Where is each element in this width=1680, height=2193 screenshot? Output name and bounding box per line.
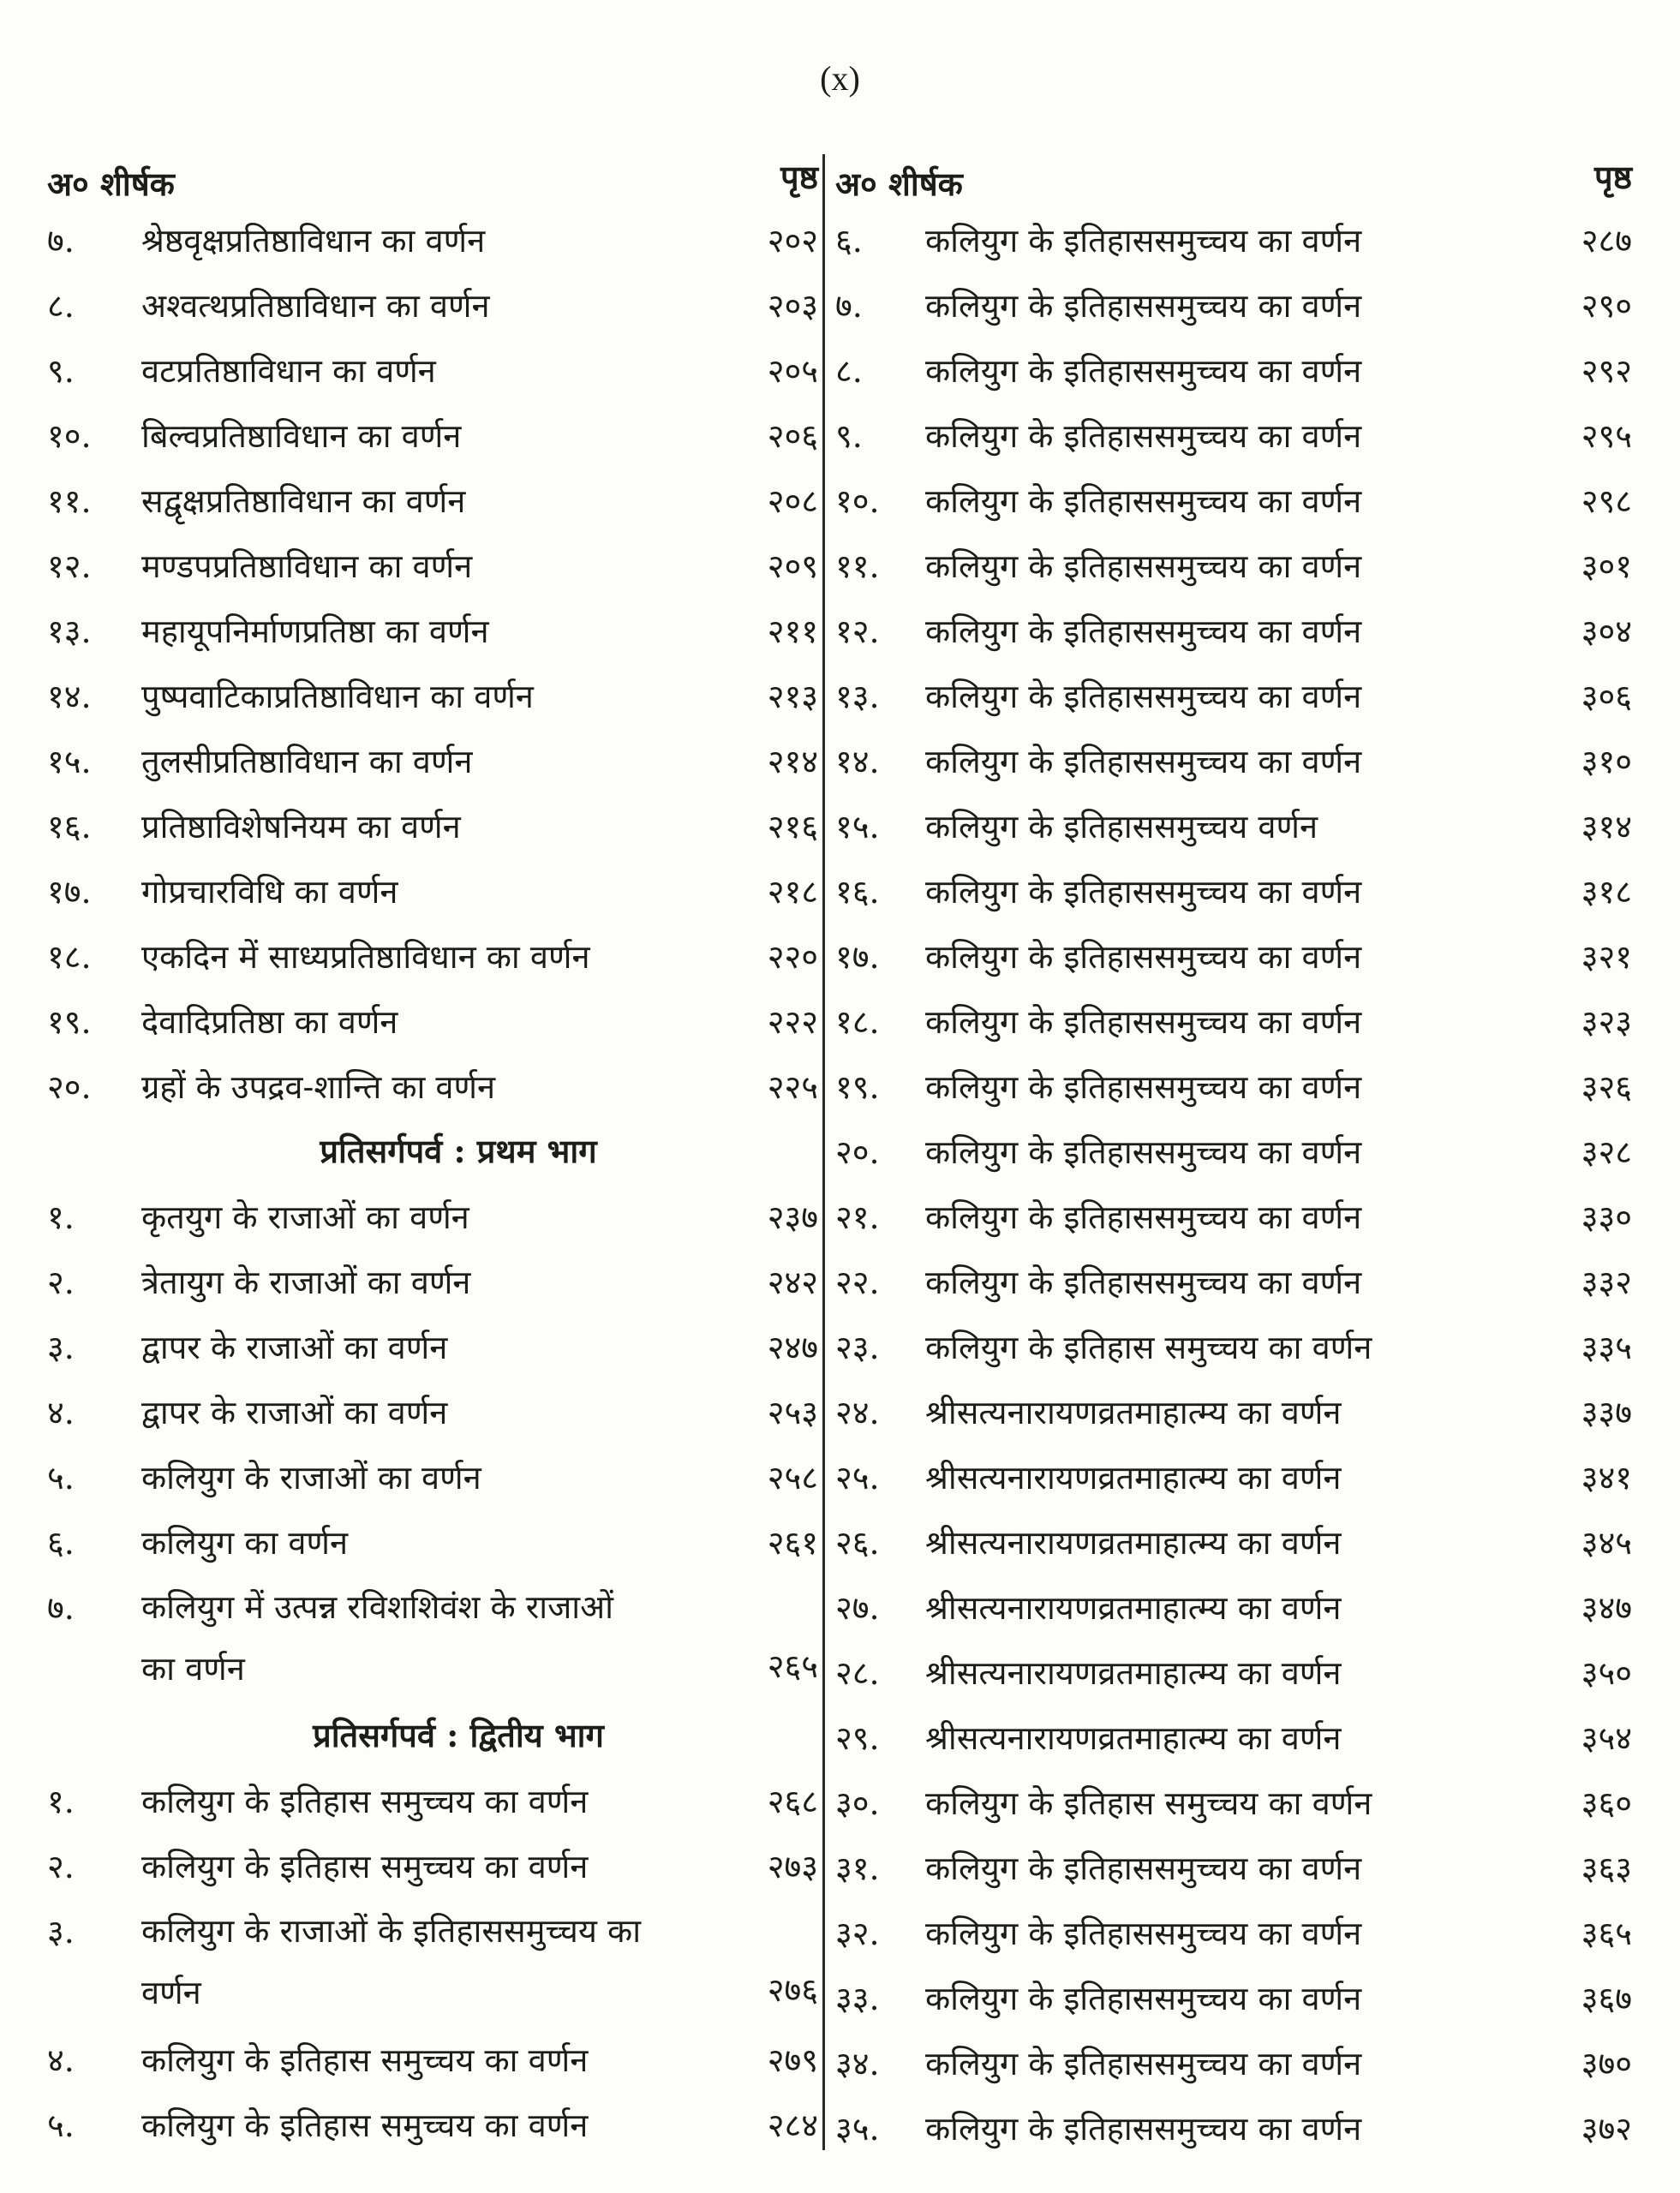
section-heading-part-2: प्रतिसर्गपर्व : द्वितीय भाग bbox=[313, 1716, 604, 1754]
toc-entry bbox=[835, 1835, 1632, 1900]
entry-page: २८७ bbox=[1581, 222, 1632, 260]
entry-number: २३. bbox=[835, 1329, 880, 1366]
entry-page: २०५ bbox=[767, 352, 818, 390]
entry-number: २०. bbox=[47, 1068, 92, 1106]
entry-number: ३०. bbox=[835, 1784, 880, 1822]
entry-title: कलियुग के इतिहास समुच्चय का वर्णन bbox=[141, 1783, 589, 1820]
entry-number: १२. bbox=[835, 612, 880, 650]
entry-number: २१. bbox=[835, 1198, 880, 1236]
entry-page: २४७ bbox=[767, 1329, 818, 1366]
entry-title: द्वापर के राजाओं का वर्णन bbox=[141, 1329, 448, 1366]
right-entries-group bbox=[835, 207, 1632, 2160]
toc-entry bbox=[47, 923, 818, 989]
entry-title: कलियुग के इतिहाससमुच्चय का वर्णन bbox=[925, 1980, 1362, 2017]
section-heading-part-1: प्रतिसर्गपर्व : प्रथम भाग bbox=[320, 1132, 597, 1170]
toc-entry bbox=[835, 1705, 1632, 1770]
toc-entry bbox=[835, 2095, 1632, 2160]
entry-title: श्रीसत्यनारायणव्रतमाहात्म्य का वर्णन bbox=[925, 1589, 1342, 1627]
entry-title: वटप्रतिष्ठाविधान का वर्णन bbox=[141, 352, 436, 390]
entry-title: ग्रहों के उपद्रव-शान्ति का वर्णन bbox=[141, 1068, 496, 1106]
entry-page: ३२३ bbox=[1581, 1003, 1632, 1041]
page-number: (x) bbox=[820, 59, 860, 98]
entry-page: २०३ bbox=[767, 287, 818, 325]
toc-entry bbox=[835, 1184, 1632, 1249]
entry-title: कलियुग के इतिहास समुच्चय का वर्णन bbox=[925, 1329, 1372, 1366]
toc-entry bbox=[835, 728, 1632, 793]
entry-page: २९० bbox=[1581, 287, 1632, 325]
entry-number: २. bbox=[47, 1264, 75, 1301]
entry-page: २१३ bbox=[767, 678, 818, 715]
entry-page: २०८ bbox=[767, 482, 818, 520]
entry-number: ५. bbox=[47, 2106, 75, 2144]
entry-number: ३५. bbox=[835, 2110, 880, 2148]
toc-entry bbox=[47, 272, 818, 338]
entry-page: २२२ bbox=[767, 1003, 818, 1041]
entry-title: कृतयुग के राजाओं का वर्णन bbox=[141, 1198, 469, 1236]
entry-page: २९५ bbox=[1581, 417, 1632, 455]
toc-entry bbox=[47, 403, 818, 468]
entry-page: २०२ bbox=[767, 222, 818, 260]
entry-number: ८. bbox=[47, 287, 75, 325]
entry-page: ३३७ bbox=[1581, 1394, 1632, 1431]
entry-number: १. bbox=[47, 1198, 75, 1236]
toc-entry bbox=[835, 468, 1632, 533]
entry-title: कलियुग के इतिहाससमुच्चय का वर्णन bbox=[925, 1133, 1362, 1171]
toc-entry bbox=[47, 663, 818, 728]
entry-number: ७. bbox=[47, 1589, 75, 1627]
entry-number: ३४. bbox=[835, 2045, 880, 2082]
entry-title: कलियुग के इतिहाससमुच्चय का वर्णन bbox=[925, 1915, 1362, 1952]
entry-title: कलियुग के इतिहाससमुच्चय वर्णन bbox=[925, 808, 1318, 846]
toc-entry bbox=[47, 207, 818, 272]
entry-page: २०९ bbox=[767, 547, 818, 585]
entry-title: कलियुग के इतिहाससमुच्चय का वर्णन bbox=[925, 2110, 1362, 2148]
toc-entry bbox=[47, 858, 818, 923]
entry-page: २५३ bbox=[767, 1394, 818, 1431]
entry-number: ३२. bbox=[835, 1915, 880, 1952]
entry-number: ८. bbox=[835, 352, 863, 390]
entry-title: एकदिन में साध्यप्रतिष्ठाविधान का वर्णन bbox=[141, 938, 590, 976]
toc-entry bbox=[835, 272, 1632, 338]
entry-title: प्रतिष्ठाविशेषनियम का वर्णन bbox=[141, 808, 461, 846]
toc-entry bbox=[835, 1249, 1632, 1314]
entry-number: १५. bbox=[835, 808, 880, 846]
entry-number: १६. bbox=[835, 873, 880, 911]
entry-page: ३०६ bbox=[1581, 678, 1632, 715]
entry-number: १३. bbox=[835, 678, 880, 715]
entry-title: कलियुग के इतिहास समुच्चय का वर्णन bbox=[141, 1848, 589, 1885]
entry-title: अश्वत्थप्रतिष्ठाविधान का वर्णन bbox=[141, 287, 490, 325]
entry-title: महायूपनिर्माणप्रतिष्ठा का वर्णन bbox=[141, 612, 489, 650]
entry-title: कलियुग के इतिहाससमुच्चय का वर्णन bbox=[925, 2045, 1362, 2082]
entry-page: ३१४ bbox=[1581, 808, 1632, 846]
toc-entry bbox=[835, 1379, 1632, 1444]
entry-page: ३२६ bbox=[1581, 1068, 1632, 1106]
toc-entry bbox=[47, 598, 818, 663]
entry-number: २५. bbox=[835, 1459, 880, 1497]
toc-entry bbox=[835, 663, 1632, 728]
entry-page: ३४१ bbox=[1581, 1459, 1632, 1497]
entry-number: २२. bbox=[835, 1264, 880, 1301]
entry-number: १८. bbox=[47, 938, 92, 976]
entry-page: ३२८ bbox=[1581, 1133, 1632, 1171]
toc-entry bbox=[47, 2027, 818, 2092]
entry-number: १२. bbox=[47, 547, 92, 585]
toc-entry bbox=[835, 207, 1632, 272]
toc-entry bbox=[835, 1900, 1632, 1965]
entry-title: कलियुग के इतिहाससमुच्चय का वर्णन bbox=[925, 1068, 1362, 1106]
entry-page: ३४७ bbox=[1581, 1589, 1632, 1627]
entry-page: ३६५ bbox=[1581, 1915, 1632, 1952]
entry-page: ३६३ bbox=[1581, 1849, 1632, 1887]
toc-entry bbox=[47, 1379, 818, 1444]
entry-title: कलियुग के इतिहास समुच्चय का वर्णन bbox=[925, 1784, 1372, 1822]
toc-entry bbox=[47, 1054, 818, 1119]
header-chapter-title-label: अ० शीर्षक bbox=[47, 164, 175, 203]
entry-number: ६. bbox=[835, 222, 863, 260]
toc-entry bbox=[835, 1770, 1632, 1835]
entry-number: १४. bbox=[835, 743, 880, 780]
entry-number: १४. bbox=[47, 678, 92, 715]
entry-page: ३४५ bbox=[1581, 1524, 1632, 1562]
toc-entry bbox=[47, 1509, 818, 1575]
toc-entry bbox=[835, 1444, 1632, 1509]
toc-entry bbox=[835, 1640, 1632, 1705]
toc-entry bbox=[835, 1509, 1632, 1575]
entry-number: ४. bbox=[47, 1394, 75, 1431]
entry-title: तुलसीप्रतिष्ठाविधान का वर्णन bbox=[141, 743, 473, 780]
column-divider bbox=[822, 154, 825, 2150]
entry-number: १६. bbox=[47, 808, 92, 846]
entry-number: २. bbox=[47, 1848, 75, 1885]
entry-title: कलियुग के राजाओं के इतिहाससमुच्चय का वर्णन bbox=[141, 1912, 642, 2011]
toc-entry bbox=[47, 1444, 818, 1509]
header-page-label: पृष्ठ bbox=[1594, 158, 1632, 196]
toc-entry bbox=[835, 1314, 1632, 1379]
entry-page: ३५४ bbox=[1581, 1719, 1632, 1757]
toc-entry bbox=[47, 1314, 818, 1379]
entry-number: १३. bbox=[47, 612, 92, 650]
entry-title: त्रेतायुग के राजाओं का वर्णन bbox=[141, 1264, 471, 1301]
entry-title: द्वापर के राजाओं का वर्णन bbox=[141, 1394, 448, 1431]
entry-number: १. bbox=[47, 1783, 75, 1820]
entry-number: १९. bbox=[835, 1068, 880, 1106]
toc-entry bbox=[47, 1898, 818, 2027]
entry-number: २०. bbox=[835, 1133, 880, 1171]
entry-page: २७६ bbox=[767, 1971, 818, 2009]
toc-entry bbox=[47, 793, 818, 858]
entry-title: कलियुग के इतिहाससमुच्चय का वर्णन bbox=[925, 612, 1362, 650]
entry-page: २१६ bbox=[767, 808, 818, 846]
toc-entry bbox=[835, 338, 1632, 403]
entry-page: २१८ bbox=[767, 873, 818, 911]
entry-title: कलियुग के इतिहाससमुच्चय का वर्णन bbox=[925, 547, 1362, 585]
entry-number: ३१. bbox=[835, 1849, 880, 1887]
toc-entry bbox=[835, 1054, 1632, 1119]
toc-entry bbox=[835, 1965, 1632, 2030]
entry-title: कलियुग के इतिहाससमुच्चय का वर्णन bbox=[925, 1198, 1362, 1236]
entry-number: ११. bbox=[835, 547, 880, 585]
entry-page: ३०४ bbox=[1581, 612, 1632, 650]
entry-title: कलियुग के इतिहाससमुच्चय का वर्णन bbox=[925, 222, 1362, 260]
toc-entry bbox=[47, 2092, 818, 2157]
entry-page: ३७० bbox=[1581, 2045, 1632, 2082]
entry-title: श्रीसत्यनारायणव्रतमाहात्म्य का वर्णन bbox=[925, 1719, 1342, 1757]
header-page-label: पृष्ठ bbox=[780, 158, 818, 196]
entry-number: १९. bbox=[47, 1003, 92, 1041]
entry-number: ७. bbox=[47, 222, 75, 260]
left-column-header bbox=[47, 154, 818, 207]
entry-number: २९. bbox=[835, 1719, 880, 1757]
toc-entry bbox=[835, 858, 1632, 923]
entry-page: २११ bbox=[767, 612, 818, 650]
entry-page: २२५ bbox=[767, 1068, 818, 1106]
toc-entry bbox=[47, 1249, 818, 1314]
entry-page: २४२ bbox=[767, 1264, 818, 1301]
entry-page: २५८ bbox=[767, 1459, 818, 1497]
entry-number: २८. bbox=[835, 1654, 880, 1692]
entry-number: ९. bbox=[47, 352, 75, 390]
entry-page: २७३ bbox=[767, 1848, 818, 1885]
entry-number: २६. bbox=[835, 1524, 880, 1562]
toc-entry bbox=[835, 989, 1632, 1054]
toc-entry bbox=[835, 793, 1632, 858]
entry-number: ११. bbox=[47, 482, 92, 520]
toc-entry bbox=[47, 533, 818, 598]
entry-page: ३२१ bbox=[1581, 938, 1632, 976]
entry-title: श्रीसत्यनारायणव्रतमाहात्म्य का वर्णन bbox=[925, 1459, 1342, 1497]
entry-page: ३५० bbox=[1581, 1654, 1632, 1692]
entry-page: ३७२ bbox=[1581, 2110, 1632, 2148]
entry-title: कलियुग के इतिहाससमुच्चय का वर्णन bbox=[925, 1003, 1362, 1041]
toc-entry bbox=[47, 1184, 818, 1249]
toc-entry bbox=[47, 728, 818, 793]
toc-entry bbox=[835, 598, 1632, 663]
entry-title: कलियुग में उत्पन्न रविशशिवंश के राजाओं का वर्णन bbox=[141, 1588, 613, 1688]
entry-number: ६. bbox=[47, 1524, 75, 1562]
entry-page: ३१८ bbox=[1581, 873, 1632, 911]
entry-title: मण्डपप्रतिष्ठाविधान का वर्णन bbox=[141, 547, 473, 585]
entry-title: कलियुग के इतिहाससमुच्चय का वर्णन bbox=[925, 678, 1362, 715]
toc-entry bbox=[835, 403, 1632, 468]
entry-page: २१४ bbox=[767, 743, 818, 780]
toc-entry bbox=[47, 1575, 818, 1703]
toc-entry bbox=[835, 2030, 1632, 2095]
entry-title: कलियुग के इतिहाससमुच्चय का वर्णन bbox=[925, 1849, 1362, 1887]
entry-title: कलियुग के इतिहाससमुच्चय का वर्णन bbox=[925, 352, 1362, 390]
entry-number: ३. bbox=[47, 1913, 75, 1951]
entry-number: १७. bbox=[835, 938, 880, 976]
entry-title: बिल्वप्रतिष्ठाविधान का वर्णन bbox=[141, 417, 462, 455]
entry-number: ४. bbox=[47, 2041, 75, 2079]
entry-page: २९८ bbox=[1581, 482, 1632, 520]
entry-page: ३६० bbox=[1581, 1784, 1632, 1822]
entry-page: २६१ bbox=[767, 1524, 818, 1562]
entry-title: कलियुग के इतिहाससमुच्चय का वर्णन bbox=[925, 482, 1362, 520]
right-column-header bbox=[835, 154, 1632, 207]
entry-number: १०. bbox=[835, 482, 880, 520]
left-column bbox=[47, 154, 818, 2157]
right-column bbox=[835, 154, 1632, 2160]
entry-number: ३३. bbox=[835, 1980, 880, 2017]
entry-title: कलियुग के इतिहाससमुच्चय का वर्णन bbox=[925, 287, 1362, 325]
entry-page: २६५ bbox=[767, 1647, 818, 1685]
entry-number: ९. bbox=[835, 417, 863, 455]
toc-entry bbox=[47, 989, 818, 1054]
entry-number: १७. bbox=[47, 873, 92, 911]
entry-title: कलियुग के इतिहाससमुच्चय का वर्णन bbox=[925, 1264, 1362, 1301]
header-chapter-title-label: अ० शीर्षक bbox=[835, 164, 963, 203]
entry-title: कलियुग का वर्णन bbox=[141, 1524, 349, 1562]
entry-number: ३. bbox=[47, 1329, 75, 1366]
entry-page: २२० bbox=[767, 938, 818, 976]
entry-page: ३१० bbox=[1581, 743, 1632, 780]
entry-title: कलियुग के राजाओं का वर्णन bbox=[141, 1459, 481, 1497]
entry-title: पुष्पवाटिकाप्रतिष्ठाविधान का वर्णन bbox=[141, 678, 534, 715]
toc-entry bbox=[47, 468, 818, 533]
entry-number: २७. bbox=[835, 1589, 880, 1627]
entry-title: कलियुग के इतिहाससमुच्चय का वर्णन bbox=[925, 873, 1362, 911]
entry-number: १५. bbox=[47, 743, 92, 780]
entry-page: २९२ bbox=[1581, 352, 1632, 390]
entry-title: कलियुग के इतिहाससमुच्चय का वर्णन bbox=[925, 417, 1362, 455]
toc-entry bbox=[835, 1119, 1632, 1184]
toc-entry bbox=[47, 338, 818, 403]
entry-number: ५. bbox=[47, 1459, 75, 1497]
entry-page: २६८ bbox=[767, 1783, 818, 1820]
entry-number: १८. bbox=[835, 1003, 880, 1041]
entry-page: २७९ bbox=[767, 2041, 818, 2079]
entry-title: कलियुग के इतिहाससमुच्चय का वर्णन bbox=[925, 743, 1362, 780]
entry-number: ७. bbox=[835, 287, 863, 325]
toc-entry bbox=[835, 533, 1632, 598]
entry-page: २३७ bbox=[767, 1198, 818, 1236]
left-entries-group-1 bbox=[47, 207, 818, 1119]
entry-title: सद्वृक्षप्रतिष्ठाविधान का वर्णन bbox=[141, 482, 466, 520]
entry-title: कलियुग के इतिहास समुच्चय का वर्णन bbox=[141, 2041, 589, 2079]
entry-number: २४. bbox=[835, 1394, 880, 1431]
left-entries-group-2 bbox=[47, 1184, 818, 1703]
entry-title: कलियुग के इतिहास समुच्चय का वर्णन bbox=[141, 2106, 589, 2144]
toc-entry bbox=[835, 923, 1632, 989]
entry-page: ३३२ bbox=[1581, 1264, 1632, 1301]
entry-title: गोप्रचारविधि का वर्णन bbox=[141, 873, 398, 911]
entry-title: श्रेष्ठवृक्षप्रतिष्ठाविधान का वर्णन bbox=[141, 222, 486, 260]
entry-number: १०. bbox=[47, 417, 92, 455]
left-entries-group-3 bbox=[47, 1768, 818, 2157]
entry-page: ३३० bbox=[1581, 1198, 1632, 1236]
entry-title: श्रीसत्यनारायणव्रतमाहात्म्य का वर्णन bbox=[925, 1524, 1342, 1562]
entry-page: २०६ bbox=[767, 417, 818, 455]
entry-title: कलियुग के इतिहाससमुच्चय का वर्णन bbox=[925, 938, 1362, 976]
entry-title: श्रीसत्यनारायणव्रतमाहात्म्य का वर्णन bbox=[925, 1394, 1342, 1431]
entry-page: ३३५ bbox=[1581, 1329, 1632, 1366]
entry-page: २८४ bbox=[767, 2106, 818, 2144]
entry-title: श्रीसत्यनारायणव्रतमाहात्म्य का वर्णन bbox=[925, 1654, 1342, 1692]
entry-page: ३०१ bbox=[1581, 547, 1632, 585]
entry-page: ३६७ bbox=[1581, 1980, 1632, 2017]
toc-entry bbox=[835, 1575, 1632, 1640]
entry-title: देवादिप्रतिष्ठा का वर्णन bbox=[141, 1003, 398, 1041]
toc-entry bbox=[47, 1833, 818, 1898]
toc-entry bbox=[47, 1768, 818, 1833]
